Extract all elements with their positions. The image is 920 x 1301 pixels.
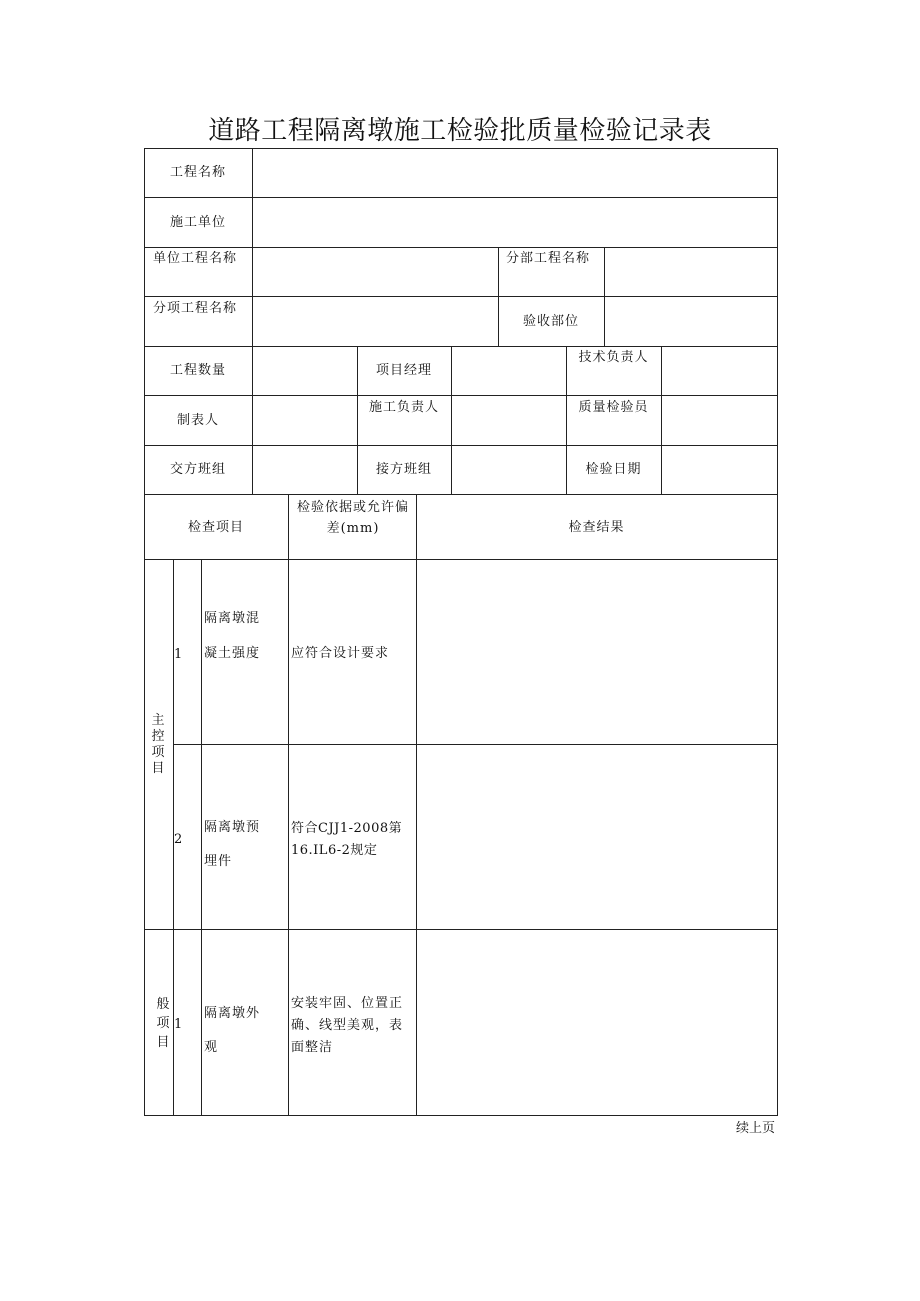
label-tabulator: 制表人	[176, 413, 219, 428]
footer-note: 续上页	[736, 1121, 776, 1136]
grid-line	[416, 494, 417, 1116]
grid-line	[288, 494, 289, 1116]
label-unit-project-name: 单位工程名称	[153, 251, 238, 266]
section-main-control: 主控项目	[151, 713, 165, 776]
item-basis: 应符合设计要求	[291, 646, 390, 661]
item-number: 2	[174, 832, 184, 847]
grid-line	[604, 247, 605, 346]
grid-line	[451, 346, 452, 494]
label-receiving-team: 接方班组	[375, 462, 432, 477]
grid-line	[661, 346, 662, 494]
grid-line	[173, 744, 778, 745]
grid-line	[144, 395, 778, 396]
label-technical-lead: 技术负责人	[578, 350, 649, 365]
label-quantity: 工程数量	[169, 363, 226, 378]
grid-line	[144, 929, 778, 930]
column-result: 检查结果	[568, 520, 625, 535]
grid-line	[144, 494, 778, 495]
label-inspection-date: 检验日期	[585, 462, 642, 477]
item-name: 隔离墩外观	[204, 1006, 261, 1055]
item-number: 1	[174, 647, 184, 662]
item-number: 1	[174, 1017, 184, 1032]
label-division-project-name: 分部工程名称	[506, 251, 591, 266]
item-name: 隔离墩预埋件	[204, 820, 261, 869]
label-acceptance-part: 验收部位	[522, 314, 579, 329]
grid-line	[144, 445, 778, 446]
label-project-manager: 项目经理	[375, 363, 432, 378]
grid-line	[144, 247, 778, 248]
grid-line	[144, 559, 778, 560]
column-check-item: 检查项目	[187, 520, 244, 535]
grid-line	[144, 148, 145, 1116]
grid-line	[498, 247, 499, 346]
page-title: 道路工程隔离墩施工检验批质量检验记录表	[208, 116, 712, 146]
grid-line	[201, 559, 202, 1116]
grid-line	[777, 148, 778, 1116]
item-basis: 安装牢固、位置正确、线型美观，表面整洁	[291, 996, 404, 1055]
section-general: 般项目	[156, 997, 170, 1050]
grid-line	[144, 148, 778, 149]
grid-line	[252, 247, 253, 346]
label-project-name: 工程名称	[169, 165, 226, 180]
grid-line	[252, 346, 253, 494]
label-construction-lead: 施工负责人	[368, 400, 439, 415]
grid-line	[144, 296, 778, 297]
column-basis: 检验依据或允许偏差(mm)	[296, 500, 409, 536]
grid-line	[252, 148, 253, 247]
label-construction-unit: 施工单位	[169, 215, 226, 230]
grid-line	[144, 346, 778, 347]
item-basis: 符合CJJ1-2008第16.IL6-2规定	[291, 821, 403, 858]
grid-line	[144, 1115, 778, 1116]
grid-line	[144, 197, 778, 198]
label-subitem-project-name: 分项工程名称	[153, 301, 238, 316]
label-handover-team: 交方班组	[169, 462, 226, 477]
label-quality-inspector: 质量检验员	[578, 400, 649, 415]
item-name: 隔离墩混凝土强度	[204, 611, 261, 661]
